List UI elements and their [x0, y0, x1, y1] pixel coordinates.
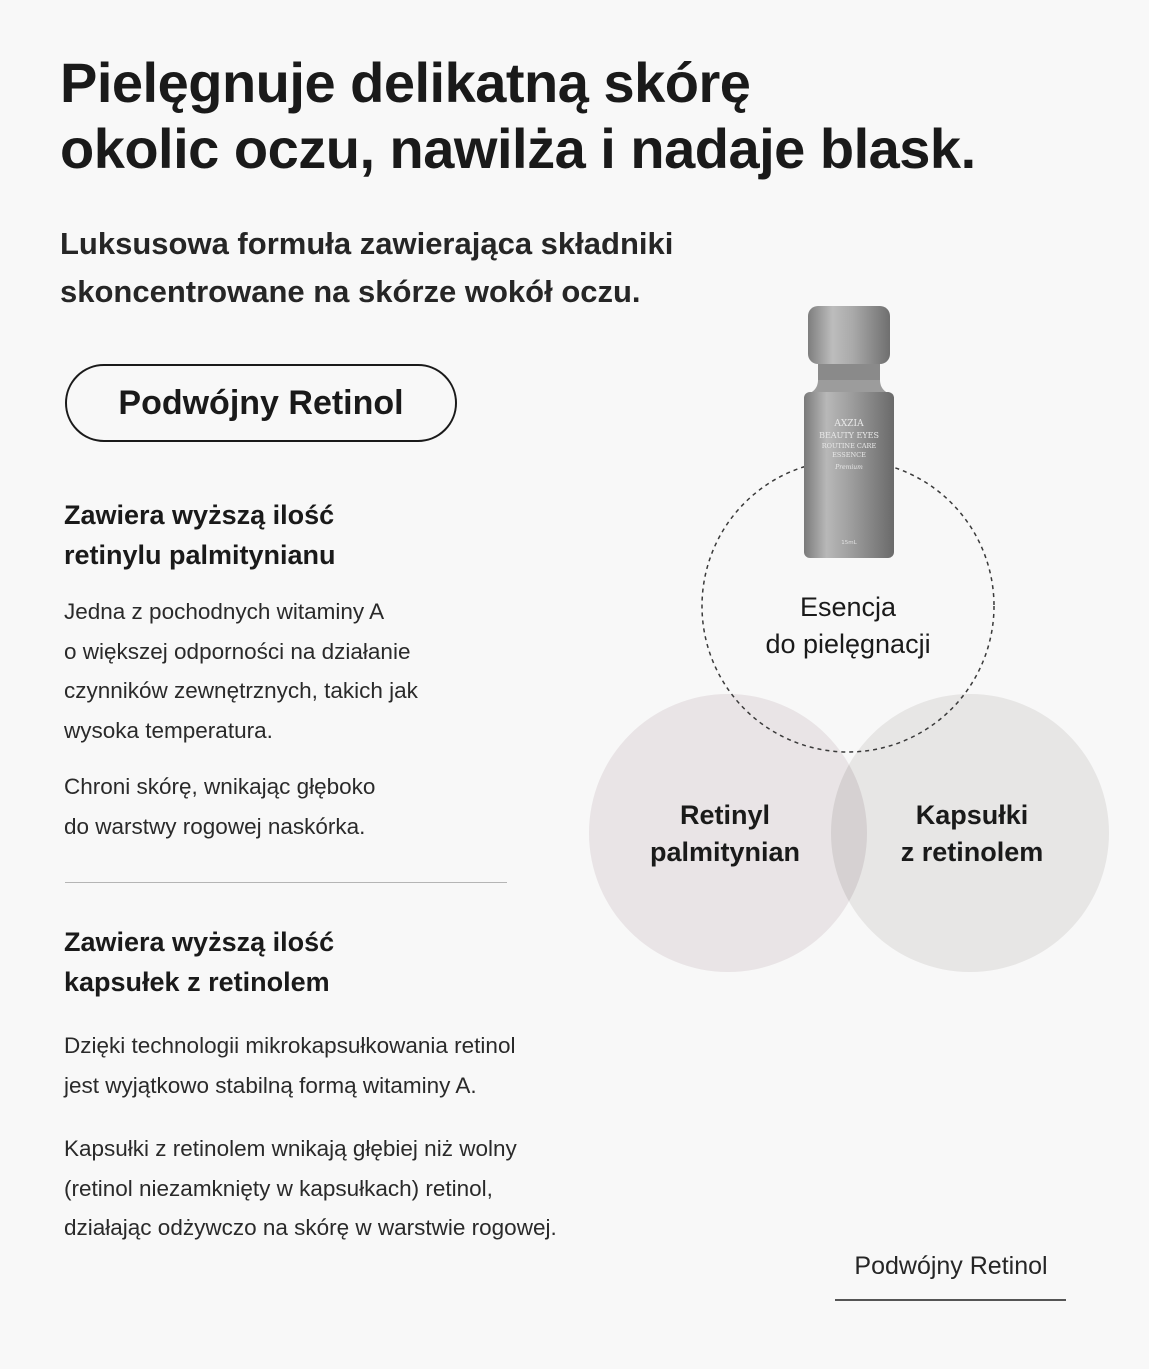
top-circle-label-line: Esencja	[799, 592, 897, 622]
section-divider	[65, 882, 507, 883]
footer-underline	[835, 1299, 1066, 1301]
bottle-volume: 15mL	[841, 540, 857, 546]
top-circle-label	[728, 589, 968, 663]
section1-p2-line: do warstwy rogowej naskórka.	[64, 813, 366, 839]
bottle-line: ESSENCE	[832, 451, 866, 459]
section2-paragraph-1	[64, 1026, 515, 1105]
section2-title-line-1: Zawiera wyższą ilość	[64, 927, 335, 957]
section1-p1-line: o większej odporności na działanie	[64, 638, 411, 664]
right-circle-label-line: z retinolem	[900, 837, 1044, 867]
product-bottle-image	[804, 306, 894, 558]
section1-title-line-1: Zawiera wyższą ilość	[64, 500, 335, 530]
left-circle-label	[620, 797, 830, 871]
section1-title	[64, 495, 336, 575]
headline-line-1: Pielęgnuje delikatną skórę	[60, 51, 751, 114]
section2-p2-line: (retinol niezamknięty w kapsułkach) retinol,	[64, 1175, 493, 1201]
bottle-brand: AXZIA	[834, 419, 864, 429]
bottle-line: ROUTINE CARE	[821, 442, 877, 450]
footer-label: Podwójny Retinol	[854, 1252, 1048, 1280]
section1-title-line-2: retinylu palmitynianu	[64, 540, 336, 570]
top-circle-label-line: do pielęgnacji	[765, 629, 931, 659]
left-circle-label-line: palmitynian	[649, 837, 801, 867]
section2-paragraph-2	[64, 1129, 557, 1248]
subheadline-line-1: Luksusowa formuła zawierająca składniki	[60, 226, 674, 261]
section1-p1-line: czynników zewnętrznych, takich jak	[64, 678, 418, 703]
section1-p1-line: Jedna z pochodnych witaminy A	[64, 599, 385, 624]
section2-title-line-2: kapsułek z retinolem	[64, 967, 330, 997]
double-retinol-pill: Podwójny Retinol	[65, 364, 457, 442]
section2-title	[64, 922, 334, 1002]
section1-paragraph-1	[64, 592, 418, 750]
section2-p2-line: Kapsułki z retinolem wnikają głębiej niż wolny	[64, 1136, 517, 1161]
headline	[60, 50, 1100, 182]
section2-p1-line: Dzięki technologii mikrokapsułkowania retinol	[64, 1033, 516, 1058]
section1-paragraph-2	[64, 767, 375, 846]
right-circle-label	[862, 797, 1082, 871]
section1-p1-line: wysoka temperatura.	[64, 717, 273, 743]
headline-line-2: okolic oczu, nawilża i nadaje blask.	[60, 117, 976, 180]
section2-p2-line: działając odżywczo na skórę w warstwie rogowej.	[64, 1215, 557, 1240]
subheadline-line-2: skoncentrowane na skórze wokół oczu.	[60, 274, 641, 309]
left-circle-label-line: Retinyl	[679, 800, 771, 830]
bottle-line: Premium	[835, 464, 863, 471]
venn-diagram	[580, 300, 1120, 1000]
right-circle-label-line: Kapsułki	[915, 800, 1029, 830]
section1-p2-line: Chroni skórę, wnikając głęboko	[64, 774, 376, 799]
bottle-line: BEAUTY EYES	[819, 431, 879, 440]
section2-p1-line: jest wyjątkowo stabilną formą witaminy A.	[64, 1072, 477, 1098]
